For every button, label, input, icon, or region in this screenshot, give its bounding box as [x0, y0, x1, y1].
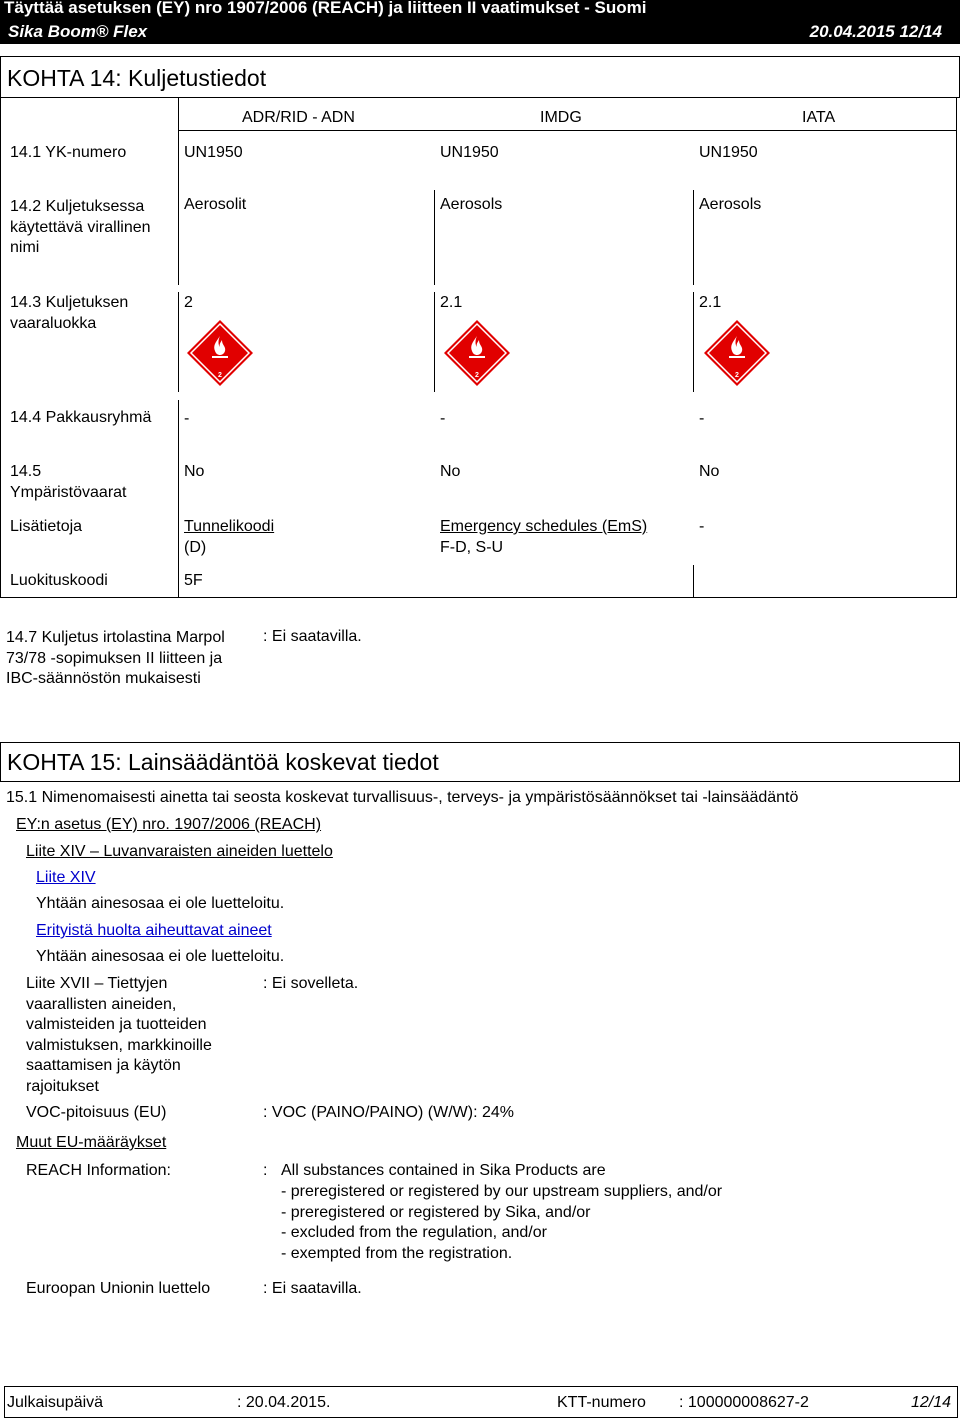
pack-iata: - — [699, 410, 705, 427]
column-imdg: IMDG — [540, 109, 582, 126]
other-eu-regulations-heading: Muut EU-määräykset — [16, 1134, 167, 1151]
classification-code-value: 5F — [184, 572, 203, 589]
ey-regulation-heading: EY:n asetus (EY) nro. 1907/2006 (REACH) — [16, 816, 322, 833]
annex-xiv-link[interactable]: Liite XIV — [36, 869, 96, 886]
flammable-gas-diamond-icon — [185, 318, 255, 388]
section-15-heading — [0, 742, 960, 782]
packing-group-label: 14.4 Pakkausryhmä — [10, 409, 152, 426]
bulk-transport-label: 14.7 Kuljetus irtolastina Marpol 73/78 -sopimuksen II liitteen ja IBC-säännöstön mukaisesti — [6, 629, 225, 687]
name-adr: Aerosolit — [184, 196, 247, 213]
reach-info-label: REACH Information: — [26, 1162, 171, 1179]
ems-label: Emergency schedules (EmS) — [440, 518, 648, 535]
header-date-page: 20.04.2015 12/14 — [809, 22, 942, 41]
env-imdg: No — [440, 463, 461, 480]
column-iata: IATA — [802, 109, 836, 126]
page-number: 12/14 — [911, 1394, 952, 1411]
ems-value: F-D, S-U — [440, 539, 504, 556]
environmental-hazards-label: 14.5 Ympäristövaarat — [10, 463, 127, 501]
reach-line: - preregistered or registered by Sika, and/or — [281, 1204, 591, 1221]
class-adr: 2 — [184, 294, 193, 311]
sds-number-label: KTT-numero — [557, 1394, 646, 1411]
annex-xvii-label: Liite XVII – Tiettyjen vaarallisten aineiden, valmisteiden ja tuotteiden valmistuksen, markkinoille saattamisen ja käytön rajoitukset — [26, 975, 212, 1095]
flammable-gas-diamond-icon — [442, 318, 512, 388]
reach-info-colon: : — [263, 1162, 268, 1179]
eu-list-label: Euroopan Unionin luettelo — [26, 1280, 211, 1297]
flammable-gas-diamond-icon — [702, 318, 772, 388]
class-imdg: 2.1 — [440, 294, 463, 311]
voc-value: : VOC (PAINO/PAINO) (W/W): 24% — [263, 1104, 514, 1121]
svhc-text: Yhtään ainesosaa ei ole luetteloitu. — [36, 948, 285, 965]
name-iata: Aerosols — [699, 196, 762, 213]
env-iata: No — [699, 463, 720, 480]
issue-date-value: : 20.04.2015. — [237, 1394, 331, 1411]
voc-label: VOC-pitoisuus (EU) — [26, 1104, 167, 1121]
section-15-1-subtitle: 15.1 Nimenomaisesti ainetta tai seosta koskevat turvallisuus-, terveys- ja ympäristösäännökset tai -lainsäädäntö — [6, 789, 799, 806]
issue-date-label: Julkaisupäivä — [7, 1394, 104, 1411]
un-imdg: UN1950 — [440, 144, 499, 161]
reach-line: - preregistered or registered by our upstream suppliers, and/or — [281, 1183, 723, 1200]
section-14-heading — [0, 56, 960, 98]
reach-line: - exempted from the registration. — [281, 1245, 513, 1262]
svg-text:2: 2 — [735, 372, 739, 379]
class-iata: 2.1 — [699, 294, 722, 311]
svg-text:2: 2 — [475, 372, 479, 379]
reach-line: - excluded from the regulation, and/or — [281, 1224, 547, 1241]
document-footer — [4, 1386, 958, 1418]
env-adr: No — [184, 463, 205, 480]
un-adr: UN1950 — [184, 144, 243, 161]
annex-xiv-heading: Liite XIV – Luvanvaraisten aineiden luettelo — [26, 843, 333, 860]
hazard-class-label: 14.3 Kuljetuksen vaaraluokka — [10, 294, 129, 332]
svhc-link[interactable]: Erityistä huolta aiheuttavat aineet — [36, 922, 272, 939]
svg-text:2: 2 — [218, 372, 222, 379]
un-number-label: 14.1 YK-numero — [10, 144, 127, 161]
regulation-title: Täyttää asetuksen (EY) nro 1907/2006 (REACH) ja liitteen II vaatimukset - Suomi — [4, 0, 647, 17]
eu-list-value: : Ei saatavilla. — [263, 1280, 362, 1297]
classification-code-label: Luokituskoodi — [10, 572, 108, 589]
product-name: Sika Boom® Flex — [8, 22, 148, 41]
shipping-name-label: 14.2 Kuljetuksessa käytettävä virallinen nimi — [10, 198, 151, 256]
section-14-title: KOHTA 14: Kuljetustiedot — [7, 65, 267, 91]
document-header — [0, 0, 960, 44]
un-iata: UN1950 — [699, 144, 758, 161]
bulk-transport-value: : Ei saatavilla. — [263, 628, 362, 645]
tunnel-code-label: Tunnelikoodi — [184, 518, 275, 535]
reach-line: All substances contained in Sika Products are — [281, 1162, 606, 1179]
iata-additional-info: - — [699, 518, 705, 535]
sds-number-value: : 100000008627-2 — [679, 1394, 809, 1411]
section-15-title: KOHTA 15: Lainsäädäntöä koskevat tiedot — [7, 749, 439, 775]
annex-xiv-text: Yhtään ainesosaa ei ole luetteloitu. — [36, 895, 285, 912]
annex-xvii-value: : Ei sovelleta. — [263, 975, 359, 992]
column-adr: ADR/RID - ADN — [242, 109, 355, 126]
pack-adr: - — [184, 410, 190, 427]
tunnel-code-value: (D) — [184, 539, 207, 556]
additional-info-label: Lisätietoja — [10, 518, 83, 535]
pack-imdg: - — [440, 410, 446, 427]
name-imdg: Aerosols — [440, 196, 503, 213]
